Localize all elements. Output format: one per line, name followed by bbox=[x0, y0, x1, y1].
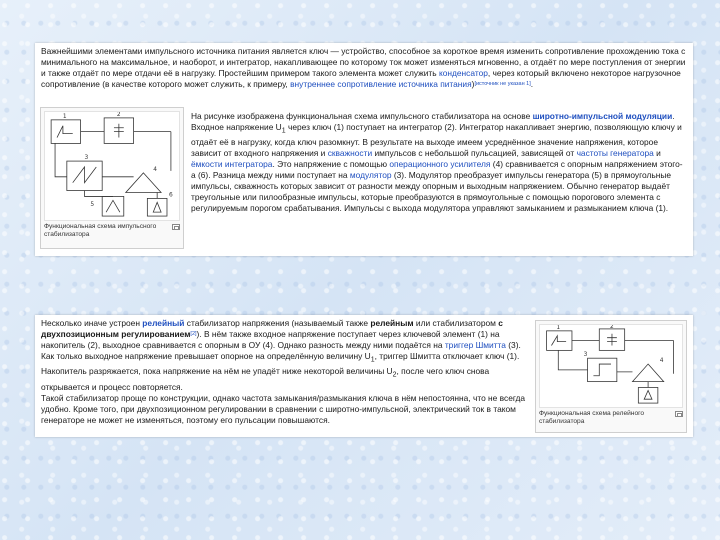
schmitt-trigger-block bbox=[588, 358, 617, 381]
svg-text:3: 3 bbox=[84, 155, 89, 162]
opamp-triangle bbox=[126, 173, 161, 193]
generator-block bbox=[102, 196, 124, 216]
svg-text:4: 4 bbox=[659, 358, 664, 365]
figure-caption: Функциональная схема релейного стабилизатора bbox=[539, 410, 683, 426]
link-duty-cycle[interactable]: скважности bbox=[327, 148, 373, 159]
svg-text:6: 6 bbox=[168, 192, 173, 199]
intro-paragraph: Важнейшими элементами импульсного источника питания является ключ — устройство, способное за короткое время изменить сопротивление прохождению тока с минимального на максимальное, и наоборот, и интегратор, накапливающее по которому ток может изменяться мгновенно, а отдаёт по мере поступления от энергии и также отдаёт по мере отдачи её в нагрузку. Простейшим примером такого элемента может служить конденсатор, через который включено некоторое нагрузочное сопротивление (в качестве которого может служить, к примеру, внутреннее сопротивление источника питания)[источник не указан 1]. bbox=[41, 46, 686, 89]
enlarge-icon[interactable] bbox=[675, 411, 683, 417]
svg-text:5: 5 bbox=[90, 202, 95, 209]
relay-drawbacks-paragraph: Такой стабилизатор проще по конструкции, однако частота замыкания/размыкания ключа в нём непостоянна, что не всегда удобно. Кроме того, при двухпозиционном регулировании в сравнении с широтно-импульсной, электрический ток в таком генераторе не может не изменяться, поэтому его пульсации повышаются. bbox=[41, 393, 526, 425]
wiki-excerpt-pwm-stabilizer bbox=[35, 43, 693, 256]
svg-text:2: 2 bbox=[610, 324, 614, 330]
relay-stabilizer-schematic bbox=[539, 324, 683, 408]
pwm-stabilizer-figure[interactable] bbox=[40, 107, 184, 249]
svg-text:3: 3 bbox=[583, 352, 588, 359]
reference-2[interactable]: [2] bbox=[190, 330, 197, 337]
link-integrator-capacity[interactable]: ёмкости интегратора bbox=[191, 159, 273, 170]
reference-block bbox=[147, 198, 167, 216]
relay-stabilizer-figure[interactable] bbox=[535, 320, 687, 433]
opamp-triangle bbox=[632, 364, 663, 382]
svg-text:4: 4 bbox=[153, 166, 157, 173]
link-opamp[interactable]: операционного усилителя bbox=[389, 159, 491, 170]
switch-block bbox=[51, 120, 80, 144]
wiki-excerpt-relay-stabilizer bbox=[35, 315, 693, 437]
link-relay[interactable]: релейный bbox=[142, 318, 185, 328]
svg-text:2: 2 bbox=[116, 111, 121, 118]
link-generator-frequency[interactable]: частоты генератора bbox=[576, 148, 654, 159]
pwm-stabilizer-schematic bbox=[44, 111, 180, 221]
pwm-description-paragraph: На рисунке изображена функциональная схема импульсного стабилизатора на основе широтно-импульсной модуляции. Входное напряжение $U_1$ через ключ (1) поступает на интегратор (2). Интегратор накапливает энергию, позволяющую ключу и отдаёт её в нагрузку, когда ключ разомкнут. В результате на выходе имеем усреднённое значение напряжения, которое зависит от входного напряжения и скважности импульсов с небольшой пульсацией, зависящей от частоты генератора и ёмкости интегратора. Это напряжение с помощью операционного усилителя (4) сравнивается с опорным напряжением этого-а (6). Разница между ними поступает на модулятор (3). Модулятор преобразует импульсы генератора (5) в прямоугольные импульсы, скважность которых зависит от разности между опорным и выходным напряжением. Обычно генератор выдаёт треугольные или пилообразные импульсы, которые преобразуются в прямоугольные с помощью порогового элемента с регулируемым порогом срабатывания. Импульсы с выхода модулятора управляют замыканием и размыканием ключа (1). bbox=[191, 111, 683, 213]
citation-needed-note[interactable]: [источник не указан 1] bbox=[474, 80, 531, 87]
link-schmitt-trigger[interactable]: триггер Шмитта bbox=[444, 339, 506, 350]
svg-text:1: 1 bbox=[62, 113, 67, 120]
figure-caption: Функциональная схема импульсного стабилизатора bbox=[44, 223, 180, 239]
link-pwm[interactable]: широтно-импульсной модуляции bbox=[532, 111, 673, 121]
link-modulator[interactable]: модулятор bbox=[349, 170, 392, 181]
svg-text:1: 1 bbox=[556, 324, 561, 331]
switch-block bbox=[547, 331, 572, 351]
relay-description-paragraph: Несколько иначе устроен релейный стабилизатор напряжения (называемый также релейным или стабилизатором с двухпозиционным регулированием[2]). В нём также входное напряжение поступает через ключевой элемент (1) на накопитель (2), выходное сравнивается с опорным в ОУ (4). Однако разность между ними подаётся на триггер Шмитта (3). Как только выходное напряжение превышает опорное на определённую величину $U_1$, триггер Шмитта отключает ключ (1). Накопитель разряжается, пока напряжение на нём не упадёт ниже некоторой величины $U_2$, после чего ключ снова открывается и процесс повторяется. bbox=[41, 318, 521, 392]
link-internal-resistance[interactable]: внутреннее сопротивление источника питания bbox=[290, 78, 472, 89]
enlarge-icon[interactable] bbox=[172, 224, 180, 230]
link-capacitor[interactable]: конденсатор bbox=[438, 67, 488, 78]
